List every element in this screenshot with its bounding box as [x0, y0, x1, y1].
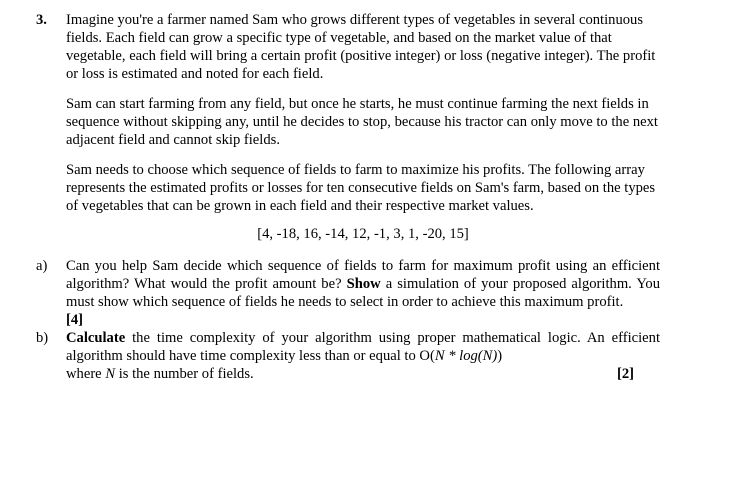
part-b-bold-word: Calculate: [66, 330, 126, 346]
part-b-marks: [2]: [616, 366, 634, 382]
part-b-text-1: the time complexity of your algorithm using proper mathematical logic. An efficient algorithm should have time complexity less than or equal to O(: [66, 330, 660, 364]
part-b-last-line-text: [66, 365, 254, 383]
part-b-last-line: [66, 365, 660, 383]
question-paragraph-1: Imagine you're a farmer named Sam who grows different types of vegetables in several continuous fields. Each field can grow a specific type of vegetable, and based on the market value of that vegetable, each field will bring a certain profit (positive integer) or loss (negative integer). The profit or loss is estimated and noted for each field.: [66, 12, 656, 82]
part-b-text-2: ): [497, 348, 503, 364]
part-b: [36, 329, 660, 383]
part-a-label: a): [36, 258, 48, 274]
variable-n: N: [105, 366, 116, 382]
part-a-text-1: Can you help Sam decide which sequence of fields to farm for maximum profit using an efficient algorithm? What would the profit amount be?: [66, 258, 660, 292]
part-a: [36, 257, 660, 329]
part-a-bold-word: Show: [346, 276, 381, 292]
part-a-marks: [4]: [66, 312, 84, 328]
question-paragraph-2: Sam can start farming from any field, but once he starts, he must continue farming the next fields in sequence without skipping any, until he decides to stop, because his tractor can only move to the next adjacent field and cannot skip fields.: [66, 96, 658, 148]
complexity-expression: N * log(N): [434, 348, 498, 364]
part-b-label: b): [36, 330, 49, 346]
part-b-where: where: [66, 366, 102, 382]
question-3: [36, 11, 660, 383]
question-paragraph-3: Sam needs to choose which sequence of fields to farm to maximize his profits. The following array represents the estimated profits or losses for ten consecutive fields on Sam's farm, based on the types of vegetables that can be grown in each field and their respective market values.: [66, 162, 656, 214]
profit-array: [4, -18, 16, -14, 12, -1, 3, 1, -20, 15]: [257, 226, 469, 242]
part-b-fields: is the number of fields.: [118, 366, 254, 382]
part-a-text-2: a simulation of your proposed algorithm. You must show which sequence of fields he needs to select in order to achieve this maximum profit.: [66, 276, 660, 310]
question-number: 3.: [36, 12, 47, 28]
